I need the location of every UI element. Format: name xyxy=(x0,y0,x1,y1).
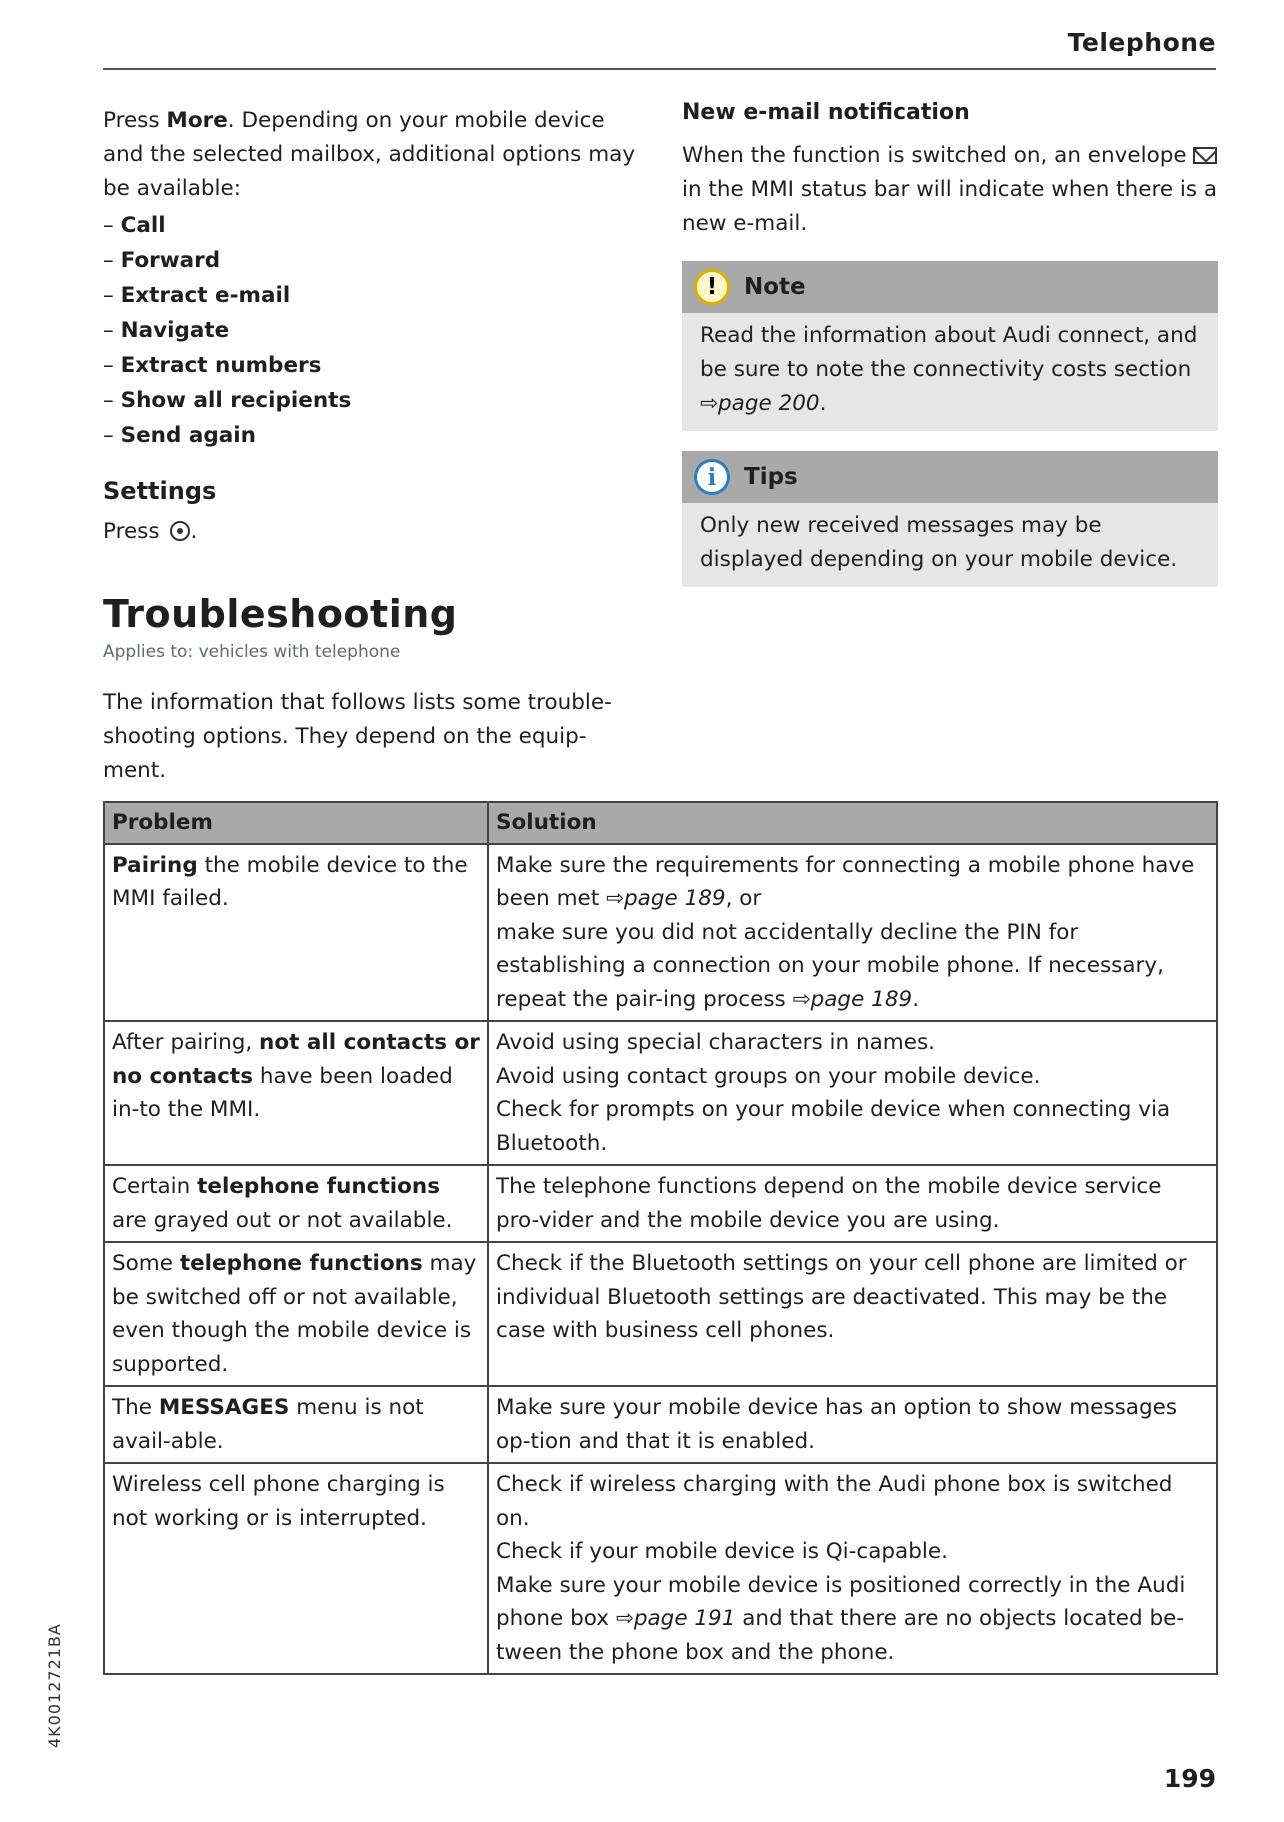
right-column xyxy=(682,100,1218,587)
email-notification-text: When the function is switched on, an envelope in the MMI status bar will indicate when there is a new e-mail. xyxy=(682,143,1218,236)
problem-cell: After pairing, not all contacts or no contacts have been loaded in-to the MMI. xyxy=(104,1021,488,1165)
warning-icon: ! xyxy=(694,269,730,305)
list-item: – Call xyxy=(103,213,166,238)
settings-instruction: Press . xyxy=(103,519,198,544)
header-divider xyxy=(103,68,1216,70)
document-code: 4K0012721BA xyxy=(45,1623,64,1748)
problem-cell: Some telephone functions may be switched off or not available, even though the mobile device is supported. xyxy=(104,1242,488,1386)
tips-text: Only new received messages may be displayed depending on your mobile device. xyxy=(700,513,1178,572)
list-item: – Navigate xyxy=(103,318,230,343)
list-item: – Forward xyxy=(103,248,221,273)
envelope-icon xyxy=(1193,147,1217,164)
problem-cell: Certain telephone functions are grayed out or not available. xyxy=(104,1165,488,1242)
left-column xyxy=(103,104,643,549)
note-box xyxy=(682,261,1218,431)
solution-cell: Make sure your mobile device has an option to show messages op-tion and that it is enabled. xyxy=(488,1386,1217,1463)
solution-cell: Check if the Bluetooth settings on your cell phone are limited or individual Bluetooth settings are deactivated. This may be the case with business cell phones. xyxy=(488,1242,1217,1386)
more-options-list xyxy=(103,208,643,453)
solution-cell: The telephone functions depend on the mobile device service pro-vider and the mobile device you are using. xyxy=(488,1165,1217,1242)
troubleshooting-table xyxy=(103,801,1218,1675)
solution-cell: Avoid using special characters in names. Avoid using contact groups on your mobile device. Check for prompts on your mobile device when connecting via Bluetooth. xyxy=(488,1021,1217,1165)
page-title: Troubleshooting xyxy=(103,592,458,636)
email-notification-heading: New e-mail notification xyxy=(682,100,970,125)
settings-heading: Settings xyxy=(103,477,217,505)
problem-cell: Pairing the mobile device to the MMI failed. xyxy=(104,844,488,1022)
list-item: – Extract e-mail xyxy=(103,283,291,308)
page-number: 199 xyxy=(1163,1764,1216,1793)
tips-header xyxy=(682,451,1218,503)
tips-title: Tips xyxy=(744,464,798,490)
list-item: – Send again xyxy=(103,423,256,448)
tips-box xyxy=(682,451,1218,587)
problem-cell: Wireless cell phone charging is not working or is interrupted. xyxy=(104,1463,488,1674)
table-row xyxy=(104,1463,1217,1674)
table-row xyxy=(104,1242,1217,1386)
gear-icon xyxy=(170,521,190,541)
note-text: Read the information about Audi connect, and be sure to note the connectivity costs section ⇨page 200. xyxy=(700,323,1198,416)
section-title: Telephone xyxy=(1067,28,1216,57)
solution-cell: Make sure the requirements for connecting a mobile phone have been met ⇨page 189, or make sure you did not accidentally decline the PIN for establishing a connection on your mobile phone. If necessary, repeat the pair-ing process ⇨page 189. xyxy=(488,844,1217,1022)
more-options-intro: Press More. Depending on your mobile device and the selected mailbox, additional options may be available: xyxy=(103,108,636,201)
table-row xyxy=(104,844,1217,1022)
table-row xyxy=(104,1021,1217,1165)
problem-cell: The MESSAGES menu is not avail-able. xyxy=(104,1386,488,1463)
info-icon: i xyxy=(694,459,730,495)
note-title: Note xyxy=(744,274,806,300)
column-header-problem: Problem xyxy=(104,802,488,844)
applies-to: Applies to: vehicles with telephone xyxy=(103,642,401,662)
list-item: – Extract numbers xyxy=(103,353,322,378)
list-item: – Show all recipients xyxy=(103,388,352,413)
solution-cell: Check if wireless charging with the Audi phone box is switched on. Check if your mobile device is Qi-capable. Make sure your mobile device is positioned correctly in the Audi phone box ⇨page 191 and that there are no objects located be-tween the phone box and the phone. xyxy=(488,1463,1217,1674)
table-row xyxy=(104,1386,1217,1463)
troubleshooting-intro: The information that follows lists some trouble-shooting options. They depend on the equip-ment. xyxy=(103,690,612,783)
column-header-solution: Solution xyxy=(488,802,1217,844)
table-header-row xyxy=(104,802,1217,844)
note-header xyxy=(682,261,1218,313)
table-row xyxy=(104,1165,1217,1242)
